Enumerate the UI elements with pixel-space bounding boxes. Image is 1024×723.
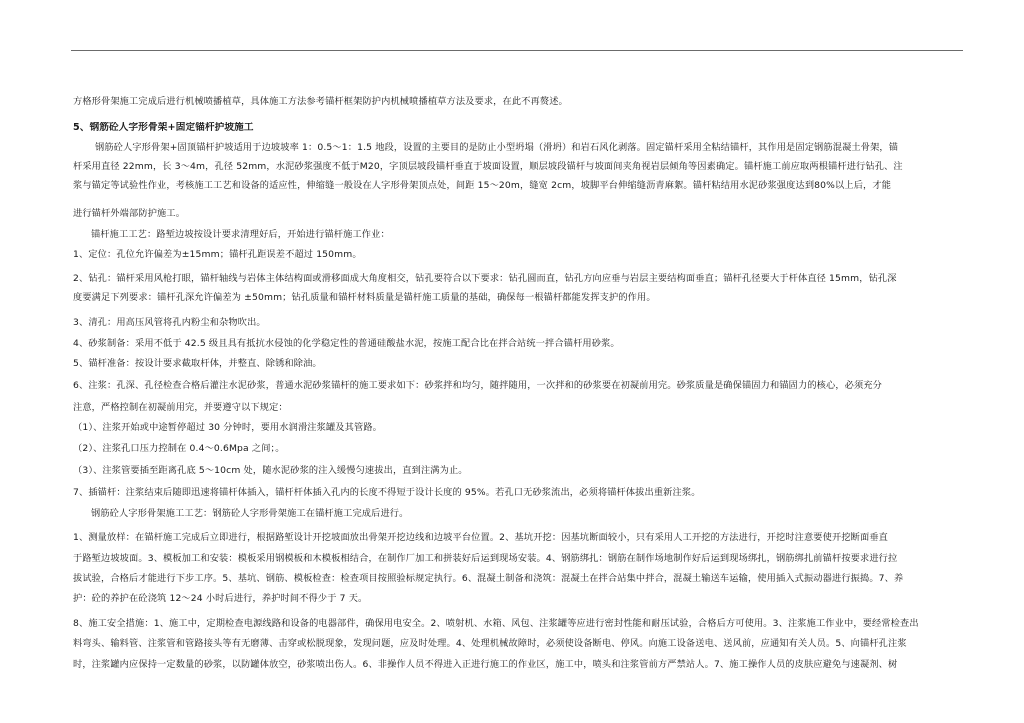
list-item: 3、清孔：用高压风管将孔内粉尘和杂物吹出。 (73, 317, 266, 328)
list-item: 2、钻孔：锚杆采用风枪打眼，锚杆轴线与岩体主体结构面或滑移面成大角度相交，钻孔要符合以下要求：钻孔圆而直，钻孔方向应垂与岩层主要结构面垂直；锚杆孔径要大于杆体直径 15mm，钻孔深 (73, 273, 897, 284)
header-rule (71, 50, 963, 51)
paragraph-line: 拔试验，合格后才能进行下步工序。5、基坑、钢筋、模板检查：检查项目按照验标规定执行。6、混凝土制备和浇筑：混凝土在拌合站集中拌合，混凝土输送车运输，使用插入式振动器进行振捣。7、养 (73, 573, 904, 584)
paragraph-line: 进行锚杆外端部防护施工。 (73, 208, 186, 219)
list-item: 1、定位：孔位允许偏差为±15mm；锚杆孔距误差不超过 150mm。 (73, 249, 362, 260)
paragraph-line: 度要满足下列要求：锚杆孔深允许偏差为 ±50mm；钻孔质量和锚杆材料质量是锚杆施工质量的基础，确保每一根锚杆都能发挥支护的作用。 (73, 292, 656, 303)
subheading-line: 钢筋砼人字形骨架施工工艺：钢筋砼人字形骨架施工在锚杆施工完成后进行。 (91, 508, 409, 519)
list-item: 6、注浆：孔深、孔径检查合格后灌注水泥砂浆，普通水泥砂浆锚杆的施工要求如下：砂浆拌和均匀，随拌随用，一次拌和的砂浆要在初凝前用完。砂浆质量是确保锚固力和锚固力的核心，必须充分 (73, 380, 883, 391)
sub-list-item: （1）、注浆开始或中途暂停超过 30 分钟时，要用水润滑注浆罐及其管路。 (73, 422, 382, 433)
sub-list-item: （3）、注浆管要插至距离孔底 5～10cm 处，随水泥砂浆的注入缓慢匀速拔出，直到注满为止。 (73, 465, 468, 476)
paragraph-line: 护：砼的养护在砼浇筑 12～24 小时后进行，养护时间不得少于 7 天。 (73, 593, 368, 604)
subheading-line: 锚杆施工工艺：路堑边坡按设计要求清理好后，开始进行锚杆施工作业： (91, 229, 390, 240)
list-item: 4、砂浆制备：采用不低于 42.5 级且具有抵抗水侵蚀的化学稳定性的普通硅酸盐水泥，按施工配合比在拌合站统一拌合锚杆用砂浆。 (73, 338, 620, 349)
paragraph-line: 方格形骨架施工完成后进行机械喷播植草，具体施工方法参考锚杆框架防护内机械喷播植草方法及要求，在此不再赘述。 (73, 96, 568, 107)
paragraph-line: 时，注浆罐内应保持一定数量的砂浆，以防罐体放空，砂浆喷出伤人。6、非操作人员不得进入正进行施工的作业区，施工中，喷头和注浆管前方严禁站人。7、施工操作人员的皮肤应避免与速凝剂、树 (73, 659, 898, 670)
paragraph-line: 钢筋砼人字形骨架+固顶锚杆护坡适用于边坡坡率 1：0.5～1：1.5 地段，设置的主要目的是防止小型坍塌（滑坍）和岩石风化剥落。固定锚杆采用全粘结锚杆，其作用是固定钢筋混凝土骨架，锚 (95, 142, 899, 153)
paragraph-line: 料弯头、输料管、注浆管和管路接头等有无磨薄、击穿或松脱现象，发现问题，应及时处理。4、处理机械故障时，必须使设备断电、停风。向施工设备送电、送风前，应通知有关人员。5、向锚杆孔注浆 (73, 638, 907, 649)
list-item: 1、测量放样：在锚杆施工完成后立即进行，根据路堑设计开挖坡面放出骨架开挖边线和边坡平台位置。2、基坑开挖：因基坑断面较小，只有采用人工开挖的方法进行，开挖时注意要使开挖断面垂直 (73, 532, 889, 543)
paragraph-line: 注意，严格控制在初凝前用完，并要遵守以下规定： (73, 402, 288, 413)
list-item: 5、锚杆准备：按设计要求截取杆体，并整直、除锈和除油。 (73, 358, 322, 369)
list-item: 7、插锚杆：注浆结束后随即迅速将锚杆体插入，锚杆杆体插入孔内的长度不得短于设计长度的 95%。若孔口无砂浆流出，必须将锚杆体拔出重新注浆。 (73, 487, 701, 498)
paragraph-line: 于路堑边坡坡面。3、模板加工和安装：模板采用钢模板和木模板相结合，在制作厂加工和拼装好后运到现场安装。4、钢筋绑扎：钢筋在制作场地制作好后运到现场绑扎，钢筋绑扎前锚杆按要求进行拉 (73, 553, 898, 564)
section-heading: 5、钢筋砼人字形骨架+固定锚杆护坡施工 (73, 122, 254, 133)
paragraph-line: 杆采用直径 22mm，长 3～4m，孔径 52mm，水泥砂浆强度不低于M20，字顶层坡段锚杆垂直于坡面设置，顺层坡段锚杆与坡面间夹角视岩层倾角等因素确定。锚杆施工前应取两根锚杆进行钻孔、注 (73, 161, 903, 172)
list-item: 8、施工安全措施：1、施工中，定期检查电源线路和设备的电器部件，确保用电安全。2、喷射机、水箱、风包、注浆罐等应进行密封性能和耐压试验，合格后方可使用。3、注浆施工作业中，要经常检查出 (73, 618, 919, 629)
paragraph-line: 浆与锚定等试验性作业，考核施工工艺和设备的适应性，伸缩缝一般设在人字形骨架顶点处，间距 15～20m，缝宽 2cm，坡脚平台伸缩缝沥青麻絮。锚杆粘结用水泥砂浆强度达到80%以上后，才能 (73, 180, 892, 191)
sub-list-item: （2）、注浆孔口压力控制在 0.4～0.6Mpa 之间；。 (73, 443, 285, 454)
